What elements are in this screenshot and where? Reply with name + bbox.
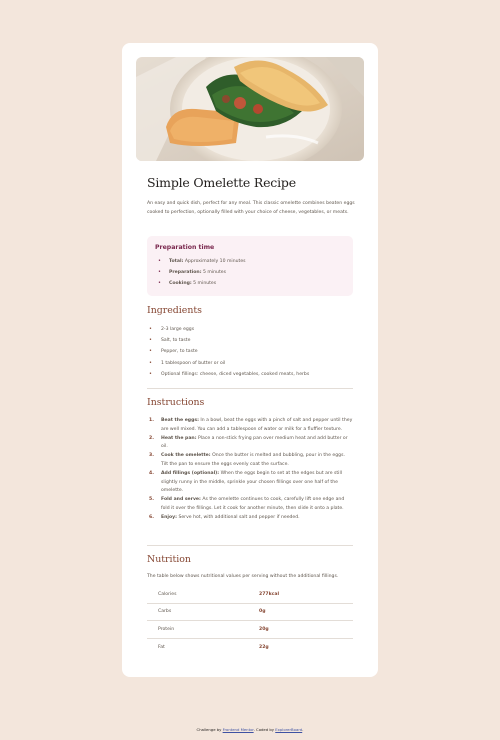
prep-item-value: 5 minutes [191,281,217,287]
step-text: Serve hot, with additional salt and pepper if needed. [176,514,300,520]
nutrition-intro: The table below shows nutritional values per serving without the additional fillings. [147,574,339,579]
instructions-heading: Instructions [147,397,205,408]
footer-text: Challenge by [196,727,223,732]
ingredients-list [147,324,353,380]
author-link[interactable]: ExplorerBoard [275,727,303,732]
nutrition-value: 277kcal [259,591,280,597]
step-label: Add fillings (optional): [161,471,220,477]
divider [147,388,353,389]
attribution-footer [0,727,500,732]
table-row [147,604,353,622]
ingredients-heading: Ingredients [147,305,202,316]
page-title: Simple Omelette Recipe [147,175,296,190]
list-item: • 1 tablespoon of butter or oil [147,358,353,369]
step-label: Heat the pan: [161,435,197,441]
divider [147,545,353,546]
list-item: • Salt, to taste [147,335,353,346]
step-number: 4. [149,471,154,477]
omelette-image [136,57,364,161]
step-number: 3. [149,453,154,459]
prep-item-value: Approximately 10 minutes [183,259,246,264]
instruction-step [147,417,353,434]
instruction-step [147,452,353,469]
table-row [147,639,353,657]
instruction-step [147,470,353,496]
prep-item-label: Preparation: [169,270,202,276]
step-text: As the omelette continues to cook, carefully lift one edge and fold it over the fillings. Let it cook for another minute, then slide it onto a plate. [161,497,345,511]
step-label: Beat the eggs: [161,418,199,423]
step-label: Fold and serve: [161,497,201,503]
instruction-step [147,496,353,513]
step-label: Enjoy: [161,514,177,520]
nutrition-value: 20g [259,626,269,632]
table-row [147,586,353,604]
nutrition-heading: Nutrition [147,554,191,565]
prep-item-label: Total: [169,259,184,264]
nutrition-label: Calories [158,591,177,597]
recipe-intro: An easy and quick dish, perfect for any meal. This classic omelette combines beaten eggs cooked to perfection, optionally filled with your choice of cheese, vegetables, or meats. [147,201,355,215]
prep-item-label: Cooking: [169,281,192,287]
step-number: 6. [149,514,154,520]
step-text: Place a non-stick frying pan over medium heat and add butter or oil. [161,435,348,450]
prep-item [155,256,345,267]
step-number: 5. [149,497,154,503]
list-item: • 2-3 large eggs [147,324,353,335]
nutrition-value: 0g [259,609,266,615]
frontend-mentor-link[interactable]: Frontend Mentor [222,727,254,732]
list-item: • Pepper, to taste [147,346,353,357]
list-item: • Optional fillings: cheese, diced vegetables, cooked meats, herbs [147,369,353,380]
instructions-list [147,417,353,523]
footer-text: . [302,727,304,732]
prep-heading: Preparation time [155,244,215,251]
prep-list [155,256,345,290]
footer-text: . Coded by [253,727,276,732]
step-text: In a bowl, beat the eggs with a pinch of salt and pepper until they are well mixed. You can add a tablespoon of water or milk for a fluffier texture. [161,418,353,432]
recipe-card [122,43,378,677]
preparation-time-box [147,236,353,296]
nutrition-table [147,586,353,656]
instruction-step [147,435,353,452]
step-text: Once the butter is melted and bubbling, pour in the eggs. Tilt the pan to ensure the eggs evenly coat the surface. [161,453,345,467]
step-number: 2. [149,435,154,441]
nutrition-label: Fat [158,644,165,650]
instruction-step [147,514,353,523]
prep-item-value: 5 minutes [201,270,226,276]
nutrition-value: 22g [259,644,269,650]
prep-item [155,267,345,278]
nutrition-label: Carbs [158,609,172,615]
step-number: 1. [149,418,154,423]
table-row [147,621,353,639]
step-label: Cook the omelette: [161,453,211,459]
step-text: When the eggs begin to set at the edges but are still slightly runny in the middle, sprinkle your chosen fillings over one half of the omelette. [161,471,343,494]
nutrition-label: Protein [158,626,175,632]
prep-item [155,278,345,289]
